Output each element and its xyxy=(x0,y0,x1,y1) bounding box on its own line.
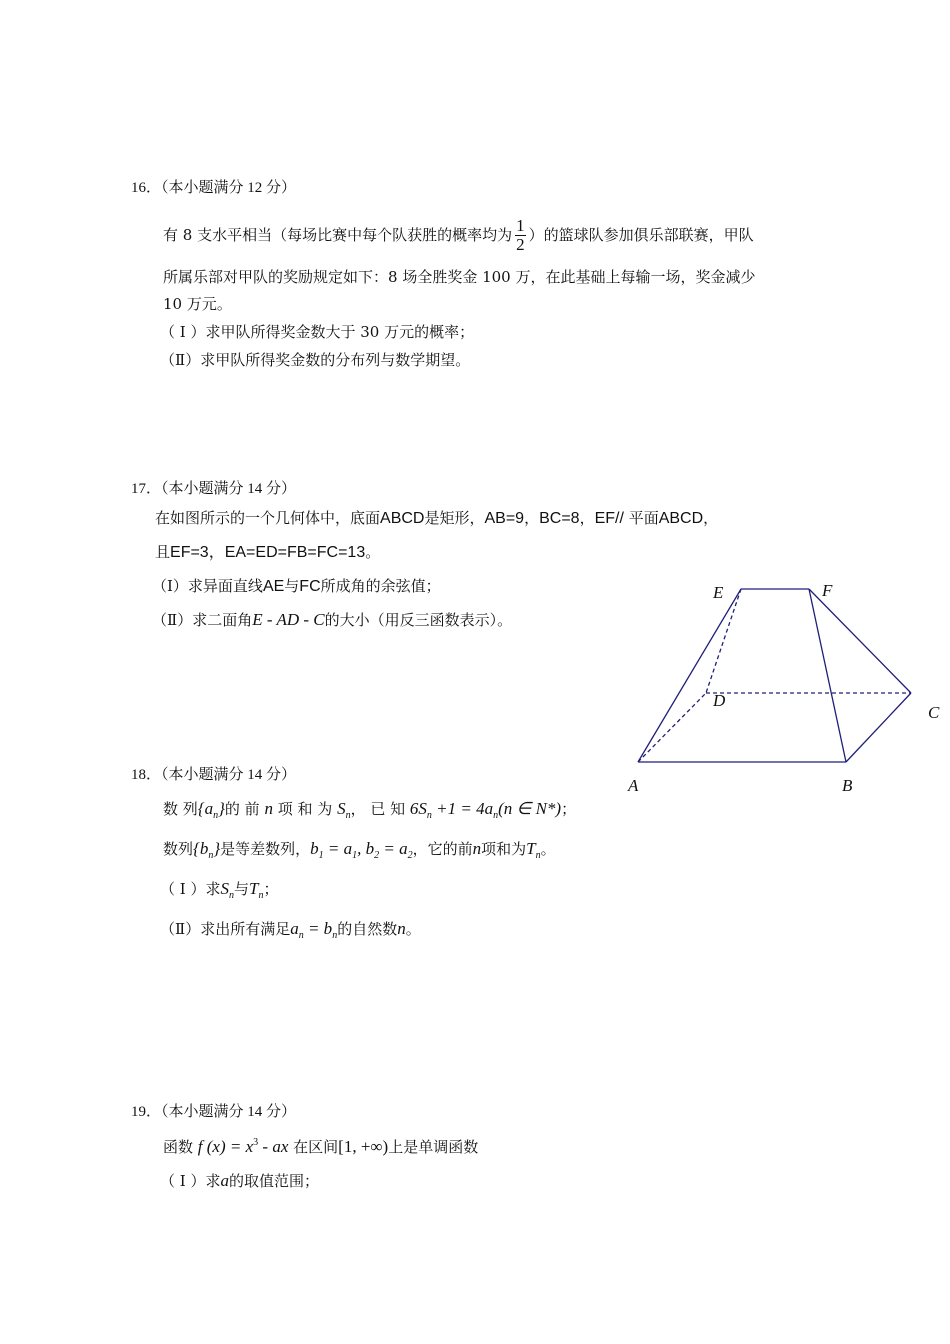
q18-p1-S: S xyxy=(220,879,229,898)
q18-p1-S-sub: n xyxy=(228,890,234,901)
q18-part-1 xyxy=(160,880,278,901)
q19-p1b: 的取值范围； xyxy=(228,1172,319,1190)
edge-FC xyxy=(809,589,911,693)
q17-part-1 xyxy=(152,579,441,595)
q18-l2b: 是等差数列， xyxy=(220,840,311,858)
q17-fc: FC xyxy=(299,578,321,595)
q18-p2-an: a xyxy=(290,919,299,938)
q19-f: f (x) = x xyxy=(197,1137,254,1156)
q18-p2a: （Ⅱ）求出所有满足 xyxy=(160,920,291,938)
q18-T: T xyxy=(526,839,536,858)
label-D: D xyxy=(713,691,726,710)
edge-FB xyxy=(809,589,846,762)
q17-part-1b: 与 xyxy=(284,577,300,595)
q17-lengths: EF=3，EA=ED=FB=FC=13 xyxy=(170,544,366,561)
q17-comma-2: ， xyxy=(579,509,595,527)
q18-seq-a-sub: n xyxy=(213,810,219,821)
q17-plane: 平面 xyxy=(623,509,659,527)
edge-AD xyxy=(638,693,706,762)
q18-eq-3: (n ∈ N*) xyxy=(498,799,562,818)
q16-part-2: （Ⅱ）求甲队所得奖金数的分布列与数学期望。 xyxy=(160,351,471,369)
q18-p2b: 的自然数 xyxy=(337,920,398,938)
q17-comma-1: ， xyxy=(524,509,540,527)
q17-header: 17．（本小题满分 14 分） xyxy=(131,481,297,497)
q17-period: 。 xyxy=(365,543,381,561)
q18-header: 18．（本小题满分 14 分） xyxy=(131,767,297,783)
q18-seq-b-sub: n xyxy=(208,850,214,861)
q19-header: 19．（本小题满分 14 分） xyxy=(131,1104,297,1120)
q18-eq-1: 6S xyxy=(409,799,427,818)
q17-bc: BC=8 xyxy=(539,510,580,527)
q18-n: n xyxy=(264,799,273,818)
q18-line-2 xyxy=(163,840,556,861)
q18-l2c: ，它的前 xyxy=(412,840,473,858)
q16-line-2: 所属乐部对甲队的奖励规定如下：8 场全胜奖金 100 万，在此基础上每输一场，奖金减少 xyxy=(163,268,756,286)
q17-line-1 xyxy=(155,511,718,527)
q16-fraction-num: 1 xyxy=(516,215,525,235)
q18-line-1 xyxy=(163,800,576,821)
label-B: B xyxy=(842,776,853,795)
q17-part-2b: 的大小（用反三函数表示）。 xyxy=(324,611,513,629)
q18-l2e: 。 xyxy=(540,840,556,858)
q18-seq-b: {b xyxy=(193,839,209,858)
label-A: A xyxy=(628,776,639,795)
q18-p1b: 与 xyxy=(233,880,249,898)
q19-l1c: 上是单调函数 xyxy=(388,1138,479,1156)
q18-S: S xyxy=(337,799,346,818)
q18-seq-b-close: } xyxy=(213,839,221,858)
q19-interval: [1, +∞) xyxy=(338,1137,389,1156)
q18-l2d: 项和为 xyxy=(481,840,527,858)
q18-b2-sub: 2 xyxy=(374,850,380,861)
q18-a1: = a xyxy=(323,839,353,858)
q19-p1a: （ Ⅰ ）求 xyxy=(160,1172,221,1190)
q16-line-1a: 有 8 支水平相当（每场比赛中每个队获胜的概率均为 xyxy=(163,225,513,244)
label-C: C xyxy=(928,703,940,722)
q17-dihedral: E - AD - C xyxy=(252,610,325,629)
q18-l2a: 数列 xyxy=(163,840,194,858)
q17-abcd-2: ABCD xyxy=(658,510,704,527)
q18-p2-n: n xyxy=(397,919,406,938)
q19-l1a: 函数 xyxy=(163,1138,194,1156)
q17-ab: AB=9 xyxy=(484,510,525,527)
q18-eq-1-sub: n xyxy=(426,810,432,821)
q18-l1d: ， 已 知 xyxy=(350,800,406,818)
q16-line-1b: ）的篮球队参加俱乐部联赛，甲队 xyxy=(528,225,754,244)
q19-exp: 3 xyxy=(253,1137,259,1148)
q18-p1-T-sub: n xyxy=(258,890,264,901)
q18-a1-sub: 1 xyxy=(352,850,358,861)
edge-EA xyxy=(638,589,741,762)
q18-a2-sub: 2 xyxy=(407,850,413,861)
q18-p1c: ； xyxy=(263,880,279,898)
q17-comma-3: ， xyxy=(703,509,719,527)
label-E: E xyxy=(713,583,724,602)
q16-header: 16．（本小题满分 12 分） xyxy=(131,180,297,196)
q17-part-2 xyxy=(152,611,512,628)
q16-part-1: （ Ⅰ ）求甲队所得奖金数大于 30 万元的概率； xyxy=(160,323,475,341)
q17-ae: AE xyxy=(262,578,285,595)
q17-ef-parallel: EF// xyxy=(594,510,624,527)
q17-geometry-figure xyxy=(610,575,950,800)
q19-line-1 xyxy=(163,1138,478,1155)
q16-fraction xyxy=(515,217,526,254)
q18-b2: , b xyxy=(357,839,375,858)
q18-l2-n: n xyxy=(472,839,482,858)
q17-part-2a: （Ⅱ）求二面角 xyxy=(152,611,253,629)
q18-eq-2: +1 = 4a xyxy=(431,799,494,818)
edge-ED xyxy=(706,589,741,693)
q18-p2-bn-sub: n xyxy=(332,930,338,941)
q17-line-2 xyxy=(155,545,380,561)
q19-f2: - ax xyxy=(258,1137,289,1156)
q17-line-1a: 在如图所示的一个几何体中，底面 xyxy=(155,509,381,527)
q18-a2: = a xyxy=(379,839,408,858)
q18-l1b: 的 前 xyxy=(224,800,260,818)
q16-line-1 xyxy=(163,215,754,255)
q18-seq-a-close: } xyxy=(218,799,225,818)
q16-line-3: 10 万元。 xyxy=(163,295,232,313)
q18-T-sub: n xyxy=(535,850,541,861)
q18-p2-an-sub: n xyxy=(298,930,304,941)
q19-l1b: 在区间 xyxy=(293,1138,339,1156)
q17-line-1b: 是矩形， xyxy=(424,509,485,527)
q18-l1e: ； xyxy=(561,800,577,818)
q18-b1: b xyxy=(310,839,319,858)
q18-S-sub: n xyxy=(345,810,351,821)
label-F: F xyxy=(822,581,833,600)
q18-b1-sub: 1 xyxy=(318,850,324,861)
q18-p2c: 。 xyxy=(405,920,421,938)
q19-a: a xyxy=(220,1171,229,1190)
q18-p1a: （ Ⅰ ）求 xyxy=(160,880,221,898)
q18-l1a: 数 列 xyxy=(163,800,198,818)
q17-abcd: ABCD xyxy=(380,510,425,527)
q17-part-1a: （Ⅰ）求异面直线 xyxy=(152,577,263,595)
q18-part-2 xyxy=(160,920,421,941)
edge-BC xyxy=(846,693,911,762)
q19-part-1 xyxy=(160,1172,319,1189)
q18-seq-a: {a xyxy=(197,799,214,818)
q18-p1-T: T xyxy=(248,879,259,898)
q17-part-1c: 所成角的余弦值； xyxy=(320,577,441,595)
q16-fraction-den: 2 xyxy=(516,234,525,254)
q18-l1c: 项 和 为 xyxy=(277,800,333,818)
q17-line-2a: 且 xyxy=(155,543,171,561)
q18-p2-bn: = b xyxy=(303,919,333,938)
q18-eq-2-sub: n xyxy=(493,810,499,821)
